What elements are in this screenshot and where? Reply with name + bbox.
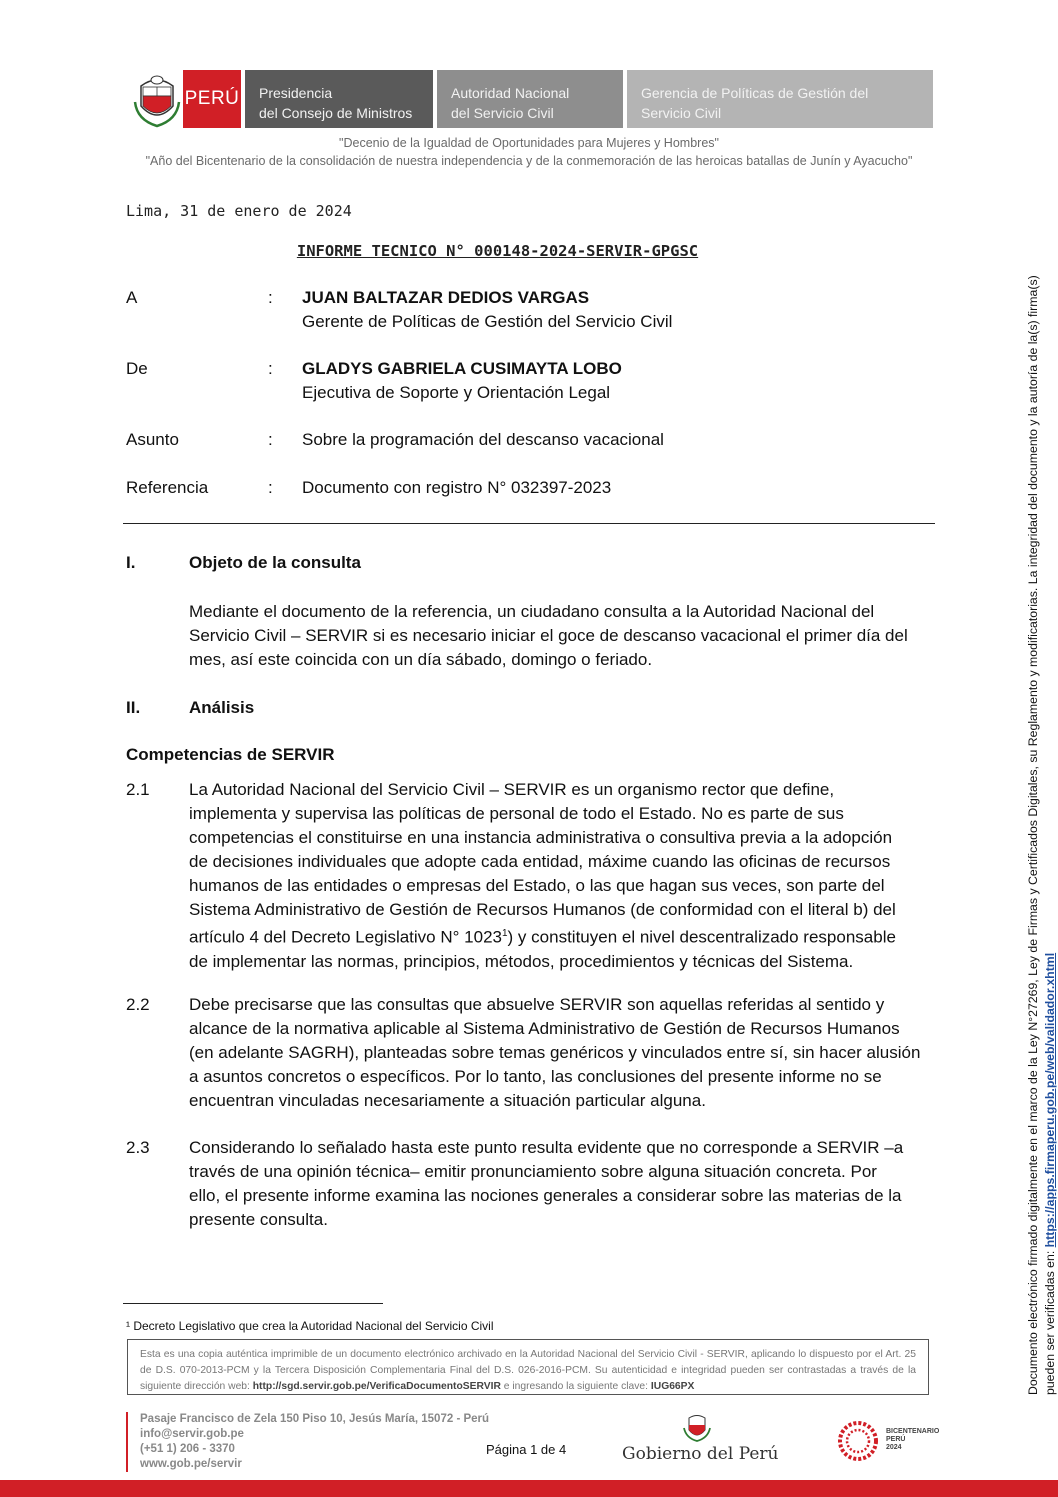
to-role: Gerente de Políticas de Gestión del Servicio Civil — [302, 312, 673, 331]
section-2-number: II. — [126, 698, 141, 717]
authenticity-notice — [127, 1339, 929, 1395]
colon: : — [268, 430, 273, 449]
subject-value: Sobre la programación del descanso vacacional — [302, 430, 664, 449]
phone: (+51 1) 206 - 3370 — [140, 1443, 235, 1455]
footer-red-bar — [0, 1480, 1058, 1497]
paragraph-line: través de una opinión técnica– emitir pronunciamiento sobre alguna situación concreta. Por — [189, 1162, 877, 1181]
subject-label: Asunto — [126, 430, 179, 449]
header-servir-line2: del Servicio Civil — [451, 105, 554, 121]
paragraph-line: competencias el constituirse en una instancia administrativa o consultiva previa a la adopción — [189, 828, 893, 847]
paragraph-line: La Autoridad Nacional del Servicio Civil – SERVIR es un organismo rector que define, — [189, 780, 835, 799]
decenio-line: "Decenio de la Igualdad de Oportunidades para Mujeres y Hombres" — [339, 136, 719, 150]
paragraph-2-1 — [189, 778, 933, 974]
coat-of-arms-icon — [133, 72, 181, 128]
paragraph-line: (en adelante SAGRH), planteadas sobre temas genéricos y vinculados entre sí, sin hacer alusión — [189, 1043, 921, 1062]
bicentenario-logo-icon — [834, 1418, 884, 1464]
line-text: artículo 4 del Decreto Legislativo N° 1023 — [189, 927, 502, 947]
bicent-line: 2024 — [886, 1444, 902, 1451]
notice-text: Esta es una copia auténtica imprimible de un documento electrónico archivado en la Autoridad Nacional del Servicio Civil - SERVIR, aplicando lo dispuesto por el Art. 25 de D.S. 070-2013-PCM y la Tercera Disposición Complementaria Final del D.S. 026-2016-PCM. Su autenticidad e integridad pueden ser contrastadas a través de la siguiente dirección web: — [140, 1349, 916, 1392]
header-gerencia-line2: Servicio Civil — [641, 105, 722, 121]
verification-key: IUG66PX — [650, 1381, 695, 1392]
colon: : — [268, 288, 273, 307]
header-pcm — [245, 70, 433, 128]
year-motto-line: "Año del Bicentenario de la consolidación de nuestra independencia y de la conmemoración de las heroicas batallas de Junín y Ayacucho" — [145, 154, 913, 168]
footnote: ¹ Decreto Legislativo que crea la Autoridad Nacional del Servicio Civil — [126, 1319, 494, 1333]
paragraph-line: Sistema Administrativo de Gestión de Recursos Humanos (de conformidad con el literal b) del — [189, 900, 896, 919]
bicent-line: BICENTENARIO — [886, 1428, 940, 1435]
paragraph-line: ello, el presente informe examina las nociones generales a considerar sobre las materias de la — [189, 1186, 902, 1205]
paragraph-2-2-number: 2.2 — [126, 995, 150, 1014]
document-date: Lima, 31 de enero de 2024 — [126, 202, 352, 220]
paragraph-line — [189, 922, 933, 950]
paragraph-2-2 — [189, 993, 933, 1113]
section-1-title: Objeto de la consulta — [189, 553, 361, 572]
paragraph-line: a asuntos concretos o específicos. Por lo tanto, las conclusiones del presente informe no se — [189, 1067, 882, 1086]
from-label: De — [126, 359, 148, 378]
paragraph-line: Mediante el documento de la referencia, un ciudadano consulta a la Autoridad Nacional del — [189, 602, 875, 621]
document-title: INFORME TECNICO N° 000148-2024-SERVIR-GPGSC — [296, 242, 699, 260]
validator-link[interactable]: https://apps.firmaperu.gob.pe/web/validador.xhtml — [1043, 952, 1057, 1248]
divider — [123, 523, 935, 524]
header-gerencia — [627, 70, 933, 128]
paragraph-line: presente consulta. — [189, 1210, 328, 1229]
paragraph-line: mes, así este coincida con un día sábado, domingo o feriado. — [189, 650, 653, 669]
paragraph-2-3-number: 2.3 — [126, 1138, 150, 1157]
paragraph-line: de decisiones individuales que adopte cada entidad, máxime cuando las oficinas de recursos — [189, 852, 891, 871]
bicent-line: PERÚ — [886, 1436, 906, 1443]
section-1-paragraph — [189, 600, 933, 672]
page-number: Página 1 de 4 — [486, 1442, 567, 1457]
bicentenario-label — [886, 1428, 939, 1452]
gobierno-logo-text: Gobierno del Perú — [622, 1444, 779, 1464]
header-gerencia-line1: Gerencia de Políticas de Gestión del — [641, 85, 869, 101]
digital-signature-note — [1025, 215, 1058, 1395]
colon: : — [268, 359, 273, 378]
paragraph-line: Considerando lo señalado hasta este punto resulta evidente que no corresponde a SERVIR –a — [189, 1138, 904, 1157]
paragraph-line: Servicio Civil – SERVIR si es necesario iniciar el goce de descanso vacacional el primer día del — [189, 626, 908, 645]
address: Pasaje Francisco de Zela 150 Piso 10, Jesús María, 15072 - Perú — [140, 1413, 490, 1425]
reference-label: Referencia — [126, 478, 209, 497]
footnote-ref[interactable]: 1 — [501, 928, 508, 939]
notice-text: e ingresando la siguiente clave: — [500, 1381, 651, 1392]
paragraph-line: implementa y supervisa las políticas de personal de todo el Estado. No es parte de sus — [189, 804, 844, 823]
address-block — [126, 1412, 489, 1472]
government-emblem-icon — [682, 1414, 712, 1442]
note-text: pueden ser verificadas en: — [1043, 1247, 1057, 1395]
paragraph-line: encuentran vinculadas necesariamente a situación particular alguna. — [189, 1091, 706, 1110]
peru-logo: PERÚ — [183, 70, 241, 128]
verification-url[interactable]: http://sgd.servir.gob.pe/VerificaDocumentoSERVIR — [252, 1381, 501, 1392]
signature-note-line2 — [1042, 215, 1058, 1395]
section-2-title: Análisis — [189, 698, 255, 717]
to-label: A — [126, 288, 138, 307]
paragraph-line: de implementar las normas, principios, métodos, procedimientos y técnicas del Sistema. — [189, 951, 854, 971]
footnote-divider — [123, 1303, 383, 1304]
header-servir-line1: Autoridad Nacional — [451, 85, 570, 101]
paragraph-2-3 — [189, 1136, 933, 1232]
paragraph-2-1-number: 2.1 — [126, 780, 150, 799]
paragraph-line: alcance de la normativa aplicable al Sistema Administrativo de Gestión de Recursos Humanos — [189, 1019, 900, 1038]
subsection-title: Competencias de SERVIR — [126, 745, 335, 764]
email[interactable]: info@servir.gob.pe — [140, 1428, 244, 1440]
header-servir — [437, 70, 623, 128]
paragraph-line: Debe precisarse que las consultas que absuelve SERVIR son aquellas referidas al sentido y — [189, 995, 885, 1014]
colon: : — [268, 478, 273, 497]
to-name: JUAN BALTAZAR DEDIOS VARGAS — [302, 288, 590, 307]
reference-value: Documento con registro N° 032397-2023 — [302, 478, 612, 497]
website[interactable]: www.gob.pe/servir — [140, 1458, 242, 1470]
header-pcm-line2: del Consejo de Ministros — [259, 105, 413, 121]
section-1-number: I. — [126, 553, 136, 572]
line-text: ) y constituyen el nivel descentralizado responsable — [507, 927, 896, 947]
from-name: GLADYS GABRIELA CUSIMAYTA LOBO — [302, 359, 622, 378]
paragraph-line: humanos de las entidades o empresas del Estado, o las que hagan sus veces, son parte del — [189, 876, 885, 895]
signature-note-line1: Documento electrónico firmado digitalmente en el marco de la Ley N°27269, Ley de Firmas y Certificados Digitales, su Reglamento y modificatorias. La integridad del documento y la autoría de la(s) firma(s) — [1026, 275, 1040, 1395]
from-role: Ejecutiva de Soporte y Orientación Legal — [302, 383, 611, 402]
header-pcm-line1: Presidencia — [259, 85, 333, 101]
